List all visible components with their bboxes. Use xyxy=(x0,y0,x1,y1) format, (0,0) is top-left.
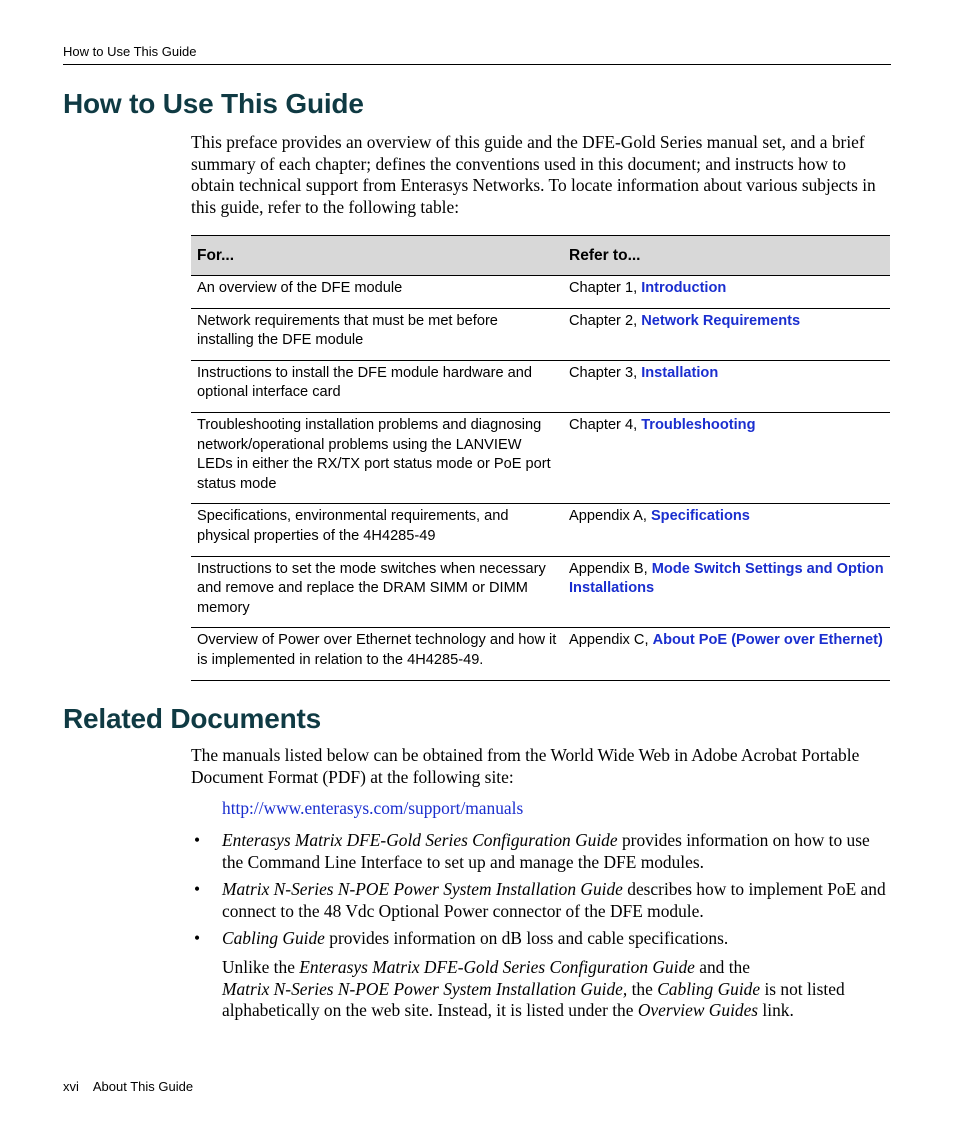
header-rule xyxy=(63,64,891,65)
table-cell-refer xyxy=(563,628,890,680)
ref-link-troubleshooting[interactable]: Troubleshooting xyxy=(641,416,756,433)
related-intro-paragraph: The manuals listed below can be obtained from the World Wide Web in Adobe Acrobat Portable Document Format (PDF) at the following site: xyxy=(191,745,860,787)
table-cell-refer xyxy=(563,412,890,503)
ref-prefix: Chapter 1, xyxy=(569,280,642,296)
table-cell-refer xyxy=(563,556,890,628)
note-title: Enterasys Matrix DFE-Gold Series Configuration Guide xyxy=(299,957,695,977)
ref-prefix: Appendix C, xyxy=(569,632,653,649)
note-text: link. xyxy=(758,1000,794,1020)
document-description: provides information on dB loss and cable specifications. xyxy=(324,928,729,948)
ref-prefix: Chapter 2, xyxy=(569,312,642,329)
document-title: Enterasys Matrix DFE-Gold Series Configuration Guide xyxy=(222,830,618,850)
ref-prefix: Appendix B, xyxy=(569,560,652,577)
table-row xyxy=(191,628,890,680)
bullet-icon: • xyxy=(194,928,201,948)
note-text: and the xyxy=(694,957,750,977)
table-row xyxy=(191,308,890,360)
table-cell-for: Overview of Power over Ethernet technology and how it is implemented in relation to the 4H4285-49. xyxy=(191,628,563,680)
note-title: Matrix N-Series N-POE Power System Installation Guide, xyxy=(222,978,628,999)
note-title: Overview Guides xyxy=(637,1000,759,1020)
list-item xyxy=(191,928,891,950)
page-footer xyxy=(63,1079,193,1094)
list-item xyxy=(191,879,891,922)
table-cell-refer xyxy=(563,504,890,556)
table-cell-refer xyxy=(563,308,890,360)
topic-reference-table xyxy=(191,235,890,681)
related-documents-list xyxy=(191,830,891,956)
table-row xyxy=(191,360,890,412)
table-cell-for: An overview of the DFE module xyxy=(191,276,563,309)
intro-paragraph: This preface provides an overview of this guide and the DFE-Gold Series manual set, and a brief summary of each chapter; defines the conventions used in this document; and instructs how to obtain technical support from Enterasys Networks. To locate information about various subjects in this guide, refer to the following table: xyxy=(191,132,876,217)
document-description: describes how to implement PoE and connect to the 48 Vdc Optional Power connector of the DFE module. xyxy=(222,879,886,921)
note-title: Cabling Guide xyxy=(657,978,761,999)
col-refer-header: Refer to... xyxy=(563,236,890,276)
running-header: How to Use This Guide xyxy=(63,44,197,59)
table-cell-refer xyxy=(563,360,890,412)
table-cell-for: Network requirements that must be met before installing the DFE module xyxy=(191,308,563,360)
table-row xyxy=(191,556,890,628)
document-description: provides information on how to use the Command Line Interface to set up and manage the DFE modules. xyxy=(222,830,870,872)
table-header-row xyxy=(191,236,890,276)
bullet-icon: • xyxy=(194,879,201,899)
page-number: xvi xyxy=(63,1079,79,1094)
ref-link-about-poe[interactable]: About PoE (Power over Ethernet) xyxy=(652,632,883,649)
table-cell-for: Instructions to install the DFE module hardware and optional interface card xyxy=(191,360,563,412)
manuals-url-link[interactable]: http://www.enterasys.com/support/manuals xyxy=(222,798,524,818)
ref-link-mode-switch-settings[interactable]: Mode Switch Settings and Option Installations xyxy=(569,560,884,597)
table-cell-for: Troubleshooting installation problems and diagnosing network/operational problems using the LANVIEW LEDs in either the RX/TX port status mode or PoE port status mode xyxy=(191,412,563,503)
table-cell-for: Specifications, environmental requirements, and physical properties of the 4H4285-49 xyxy=(191,504,563,556)
table-row xyxy=(191,412,890,503)
footer-title: About This Guide xyxy=(92,1079,194,1094)
bullet-icon: • xyxy=(194,830,201,850)
document-title: Matrix N-Series N-POE Power System Installation Guide xyxy=(222,879,623,899)
table-row xyxy=(191,504,890,556)
ref-link-network-requirements[interactable]: Network Requirements xyxy=(641,312,801,329)
table-cell-for: Instructions to set the mode switches when necessary and remove and replace the DRAM SIMM or DIMM memory xyxy=(191,556,563,628)
cabling-guide-note xyxy=(222,957,892,1022)
col-for-header: For... xyxy=(191,236,563,276)
ref-prefix: Appendix A, xyxy=(569,508,651,525)
ref-prefix: Chapter 3, xyxy=(569,364,642,381)
document-title: Cabling Guide xyxy=(222,928,325,948)
ref-link-specifications[interactable]: Specifications xyxy=(650,508,750,525)
table-row xyxy=(191,276,890,309)
ref-link-introduction[interactable]: Introduction xyxy=(641,280,727,296)
note-text: the xyxy=(627,978,658,999)
note-text: is not listed alphabetically on the web site. Instead, it is listed under the xyxy=(222,978,845,1020)
ref-prefix: Chapter 4, xyxy=(569,416,642,433)
note-text: Unlike the xyxy=(222,957,300,977)
page-title: How to Use This Guide xyxy=(63,88,364,119)
list-item xyxy=(191,830,891,873)
table-cell-refer xyxy=(563,276,890,309)
ref-link-installation[interactable]: Installation xyxy=(641,364,719,381)
related-documents-heading: Related Documents xyxy=(63,703,321,734)
